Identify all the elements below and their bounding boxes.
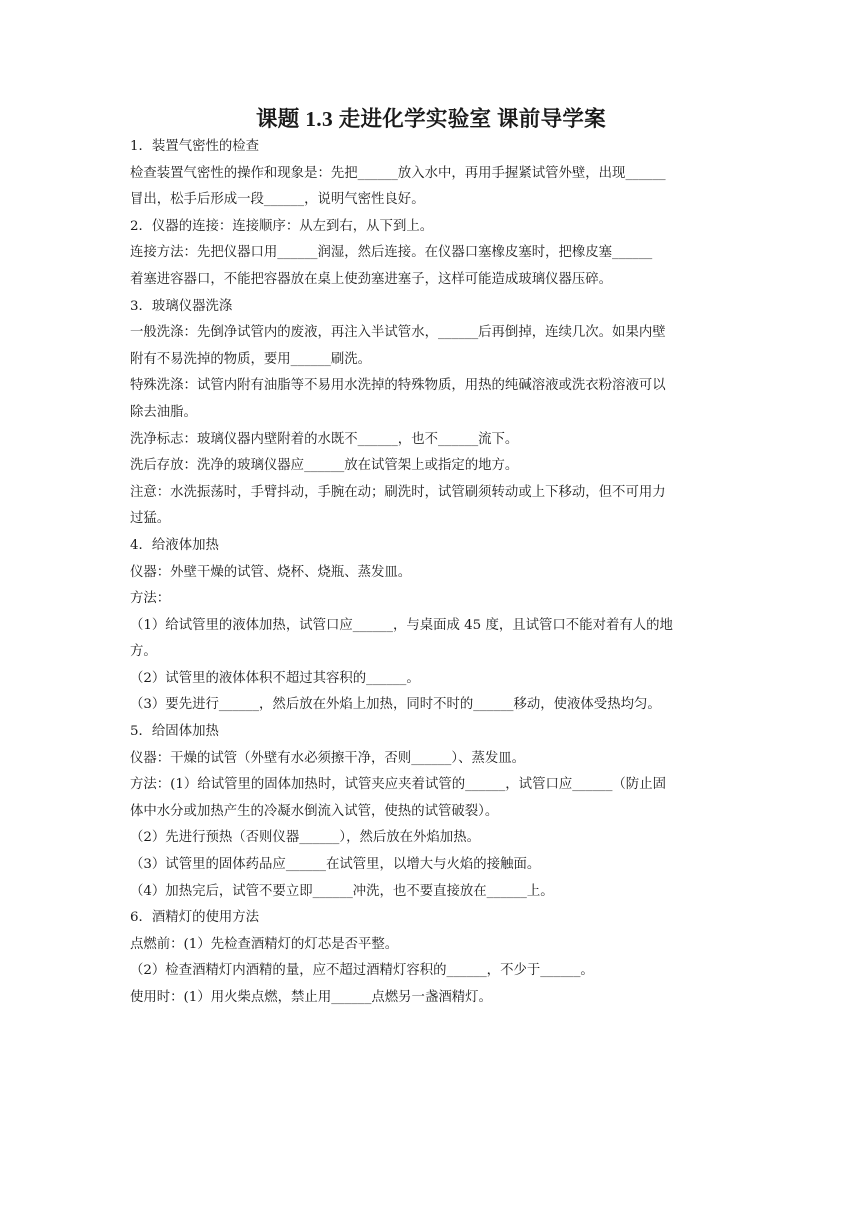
text-line: 除去油脂。 [130, 404, 197, 420]
text-line: 方法：(1）给试管里的固体加热时，试管夹应夹着试管的______，试管口应______（防止固 [130, 777, 666, 793]
text-line: 5．给固体加热 [130, 724, 219, 740]
text-line: （2）试管里的液体体积不超过其容积的______。 [130, 670, 420, 686]
text-line: 检查装置气密性的操作和现象是：先把______放入水中，再用手握紧试管外壁，出现______ [130, 165, 666, 181]
text-line: 方法： [130, 591, 171, 607]
text-line: 6．酒精灯的使用方法 [130, 910, 260, 926]
text-line: 注意：水洗振荡时，手臂抖动，手腕在动；刷洗时，试管刷须转动或上下移动，但不可用力 [130, 484, 666, 500]
text-line: 附有不易洗掉的物质，要用______刷洗。 [130, 351, 372, 367]
text-line: （2）检查酒精灯内酒精的量，应不超过酒精灯容积的______，不少于______。 [130, 963, 594, 979]
text-line: 连接方法：先把仪器口用______润湿，然后连接。在仪器口塞橡皮塞时，把橡皮塞______ [130, 245, 653, 261]
text-line: 仪器：外壁干燥的试管、烧杯、烧瓶、蒸发皿。 [130, 564, 412, 580]
page-title: 课题 1.3 走进化学实验室 课前导学案 [255, 107, 606, 131]
worksheet-page [130, 104, 732, 1012]
text-line: 洗净标志：玻璃仪器内壁附着的水既不______，也不______流下。 [130, 431, 519, 447]
text-line: 点燃前：(1）先检查酒精灯的灯芯是否平整。 [130, 936, 399, 952]
text-line: 3．玻璃仪器洗涤 [130, 298, 233, 314]
text-line: （4）加热完后，试管不要立即______冲洗，也不要直接放在______上。 [130, 883, 554, 899]
text-line: 冒出，松手后形成一段______，说明气密性良好。 [130, 192, 425, 208]
text-line: 1．装置气密性的检查 [130, 139, 260, 154]
text-line: 体中水分或加热产生的冷凝水倒流入试管，使热的试管破裂）。 [130, 803, 499, 819]
text-line: 特殊洗涤：试管内附有油脂等不易用水洗掉的特殊物质，用热的纯碱溶液或洗衣粉溶液可以 [130, 378, 666, 394]
text-line: 过猛。 [130, 511, 171, 527]
text-line: （3）试管里的固体药品应______在试管里，以增大与火焰的接触面。 [130, 857, 541, 873]
text-line: 仪器：干燥的试管（外壁有水必须擦干净，否则______）、蒸发皿。 [130, 750, 526, 766]
text-line: 使用时：(1）用火柴点燃，禁止用______点燃另一盏酒精灯。 [130, 990, 492, 1005]
text-line: 2．仪器的连接：连接顺序：从左到右，从下到上。 [130, 218, 434, 234]
text-line: 洗后存放：洗净的玻璃仪器应______放在试管架上或指定的地方。 [130, 458, 519, 474]
text-line: （3）要先进行______，然后放在外焰上加热，同时不时的______移动，使液体受热均匀。 [130, 697, 661, 713]
text-line: 方。 [130, 644, 157, 660]
worksheet-body [130, 134, 732, 1012]
text-line: 着塞进容器口，不能把容器放在桌上使劲塞进塞子，这样可能造成玻璃仪器压碎。 [130, 271, 613, 287]
text-line: 4．给液体加热 [130, 537, 219, 553]
text-line: （2）先进行预热（否则仪器______），然后放在外焰加热。 [130, 830, 480, 846]
text-line: 一般洗涤：先倒净试管内的废液，再注入半试管水，______后再倒掉，连续几次。如果内壁 [130, 325, 666, 341]
text-line: （1）给试管里的液体加热，试管口应______，与桌面成 45 度，且试管口不能对着有人的地 [130, 617, 673, 633]
